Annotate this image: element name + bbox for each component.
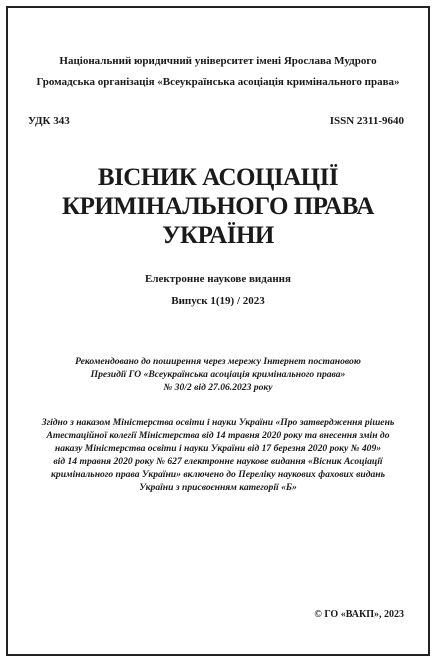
issn-code: ISSN 2311-9640 bbox=[329, 115, 404, 127]
order-line: Атестаційної колегії Міністерства від 14 травня 2020 року та внесення змін до bbox=[46, 430, 390, 441]
copyright-notice: © ГО «ВАКП», 2023 bbox=[314, 609, 404, 620]
university-name: Національний юридичний університет імені Ярослава Мудрого bbox=[59, 55, 377, 67]
document-page bbox=[6, 6, 430, 656]
journal-title bbox=[8, 163, 428, 250]
order-line: Згідно з наказом Міністерства освіти і науки України «Про затвердження рішень bbox=[41, 417, 395, 428]
journal-title-line: УКРАЇНИ bbox=[162, 222, 274, 249]
journal-title-line: ВІСНИК АСОЦІАЦІЇ bbox=[97, 164, 339, 191]
recommendation-line: № 30/2 від 27.06.2023 року bbox=[163, 382, 273, 393]
recommendation-text bbox=[28, 355, 408, 394]
recommendation-line: Рекомендовано до поширення через мережу Інтернет постановою bbox=[75, 356, 361, 367]
organization-name: Громадська організація «Всеукраїнська асоціація кримінального права» bbox=[36, 76, 400, 88]
issue-number: Випуск 1(19) / 2023 bbox=[171, 295, 265, 307]
order-line: кримінального права України» включено до Переліку наукових фахових видань bbox=[51, 469, 385, 480]
order-line: наказу Міністерства освіти і науки України від 17 березня 2020 року № 409» bbox=[54, 443, 382, 454]
order-line: України з присвоєнням категорії «Б» bbox=[139, 482, 297, 493]
udk-code: УДК 343 bbox=[28, 115, 70, 127]
page-content bbox=[8, 8, 428, 654]
journal-title-line: КРИМІНАЛЬНОГО ПРАВА bbox=[62, 193, 374, 220]
recommendation-line: Президії ГО «Всеукраїнська асоціація кримінального права» bbox=[90, 369, 346, 380]
publication-type: Електронне наукове видання bbox=[145, 273, 291, 285]
order-line: від 14 травня 2020 року № 627 електронне наукове видання «Вісник Асоціації bbox=[53, 456, 383, 467]
ministry-order-text bbox=[22, 416, 414, 494]
